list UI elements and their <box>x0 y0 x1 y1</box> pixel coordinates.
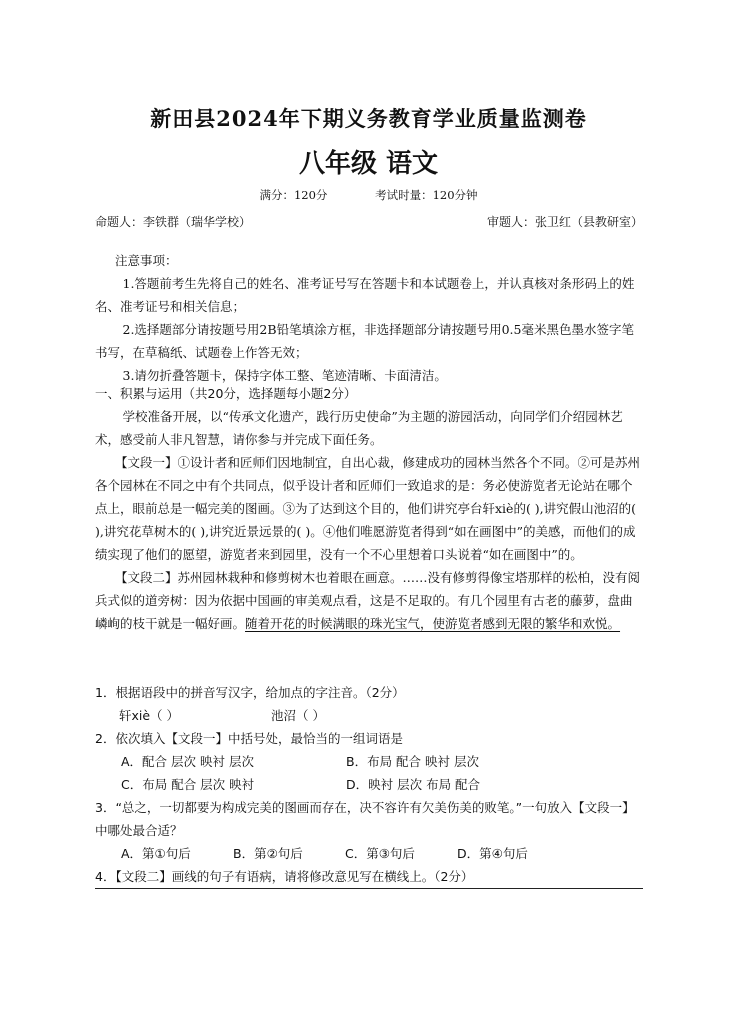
section-1 <box>95 382 643 635</box>
question-4: 4．【文段二】画线的句子有语病，请将修改意见写在横线上。（2分） <box>95 869 474 884</box>
exam-subtitle: 八年级 语文 <box>298 149 439 179</box>
passage-2 <box>95 566 643 635</box>
notice-block <box>95 249 643 387</box>
notice-item-2: 2.选择题部分请按题号用2B铅笔填涂方框，非选择题部分请按题号用0.5毫米黑色墨水签字笔书写，在草稿纸、试题卷上作答无效； <box>95 322 634 360</box>
reviewer: 审题人：张卫红（县教研室） <box>486 215 643 229</box>
exam-time: 考试时量：120分钟 <box>375 188 478 202</box>
question-2: 2．依次填入【文段一】中括号处，最恰当的一组词语是 <box>95 731 403 746</box>
notice-heading: 注意事项： <box>115 253 178 268</box>
q2-option-d: D．映衬 层次 布局 配合 <box>346 777 481 792</box>
answer-line[interactable] <box>95 888 643 889</box>
notice-item-1: 1.答题前考生先将自己的姓名、准考证号写在答题卡和本试题卷上，并认真核对条形码上的姓名、准考证号和相关信息； <box>95 276 635 314</box>
q1-blank-zhao: 池沼（ ） <box>271 708 325 723</box>
questions-block <box>95 681 643 888</box>
question-1: 1．根据语段中的拼音写汉字，给加点的字注音。（2分） <box>95 685 405 700</box>
q3-options <box>95 842 643 865</box>
q2-options-row-2 <box>95 773 643 796</box>
passage-1: 【文段一】①设计者和匠师们因地制宜，自出心裁，修建成功的园林当然各个不同。②可是苏州各个园林在不同之中有个共同点，似乎设计者和匠师们一致追求的是：务必使游览者无论站在哪个点上，眼前总是一幅完美的图画。③为了达到这个目的，他们讲究亭台轩xiè的( ),讲究假山池沼的( ),讲究花草树木的( ),讲究近景远景的( )。④他们唯愿游览者得到“如在画图中”的美感，而他们的成绩实现了他们的愿望，游览者来到园里，没有一个不心里想着口头说着“如在画图中”的。 <box>95 455 641 562</box>
q3-option-d: D．第④句后 <box>457 846 528 861</box>
full-score: 满分：120分 <box>259 188 328 202</box>
exam-title: 新田县2024年下期义务教育学业质量监测卷 <box>150 106 587 131</box>
section-1-heading: 一、积累与运用（共20分，选择题每小题2分） <box>95 386 357 401</box>
q3-option-b: B．第②句后 <box>233 846 303 861</box>
question-3: 3．“总之，一切都要为构成完美的图画而存在，决不容许有欠美伤美的败笔。”一句放入【文段一】中哪处最合适？ <box>95 800 635 838</box>
q1-blank-xie: 轩xiè（ ） <box>119 708 180 723</box>
section-1-intro: 学校准备开展，以“传承文化遗产，践行历史使命”为主题的游园活动，向同学们介绍园林艺术，感受前人非凡智慧，请你参与并完成下面任务。 <box>95 409 623 447</box>
passage-2-underlined-sentence: 随着开花的时候满眼的珠光宝气，使游览者感到无限的繁华和欢悦。 <box>245 616 621 631</box>
question-1-blanks <box>95 704 643 727</box>
notice-item-3: 3.请勿折叠答题卡，保持字体工整、笔迹清晰、卡面清洁。 <box>122 368 447 383</box>
author: 命题人：李铁群（瑞华学校） <box>95 215 252 229</box>
passage-2-text: 【文段二】苏州园林栽种和修剪树木也着眼在画意。……没有修剪得像宝塔那样的松柏，没有阅兵式似的道旁树：因为依据中国画的审美观点看，这是不足取的。有几个园里有古老的藤萝，盘曲嶙峋的枝干就是一幅好画。 <box>95 570 641 631</box>
q2-options-row-1 <box>95 750 643 773</box>
q2-option-a: A．配合 层次 映衬 层次 <box>121 754 254 769</box>
authors-line <box>95 213 643 230</box>
q2-option-c: C．布局 配合 层次 映衬 <box>121 777 255 792</box>
q2-option-b: B．布局 配合 映衬 层次 <box>346 754 479 769</box>
q3-option-c: C．第③句后 <box>345 846 415 861</box>
q3-option-a: A．第①句后 <box>121 846 191 861</box>
exam-meta <box>0 187 737 203</box>
